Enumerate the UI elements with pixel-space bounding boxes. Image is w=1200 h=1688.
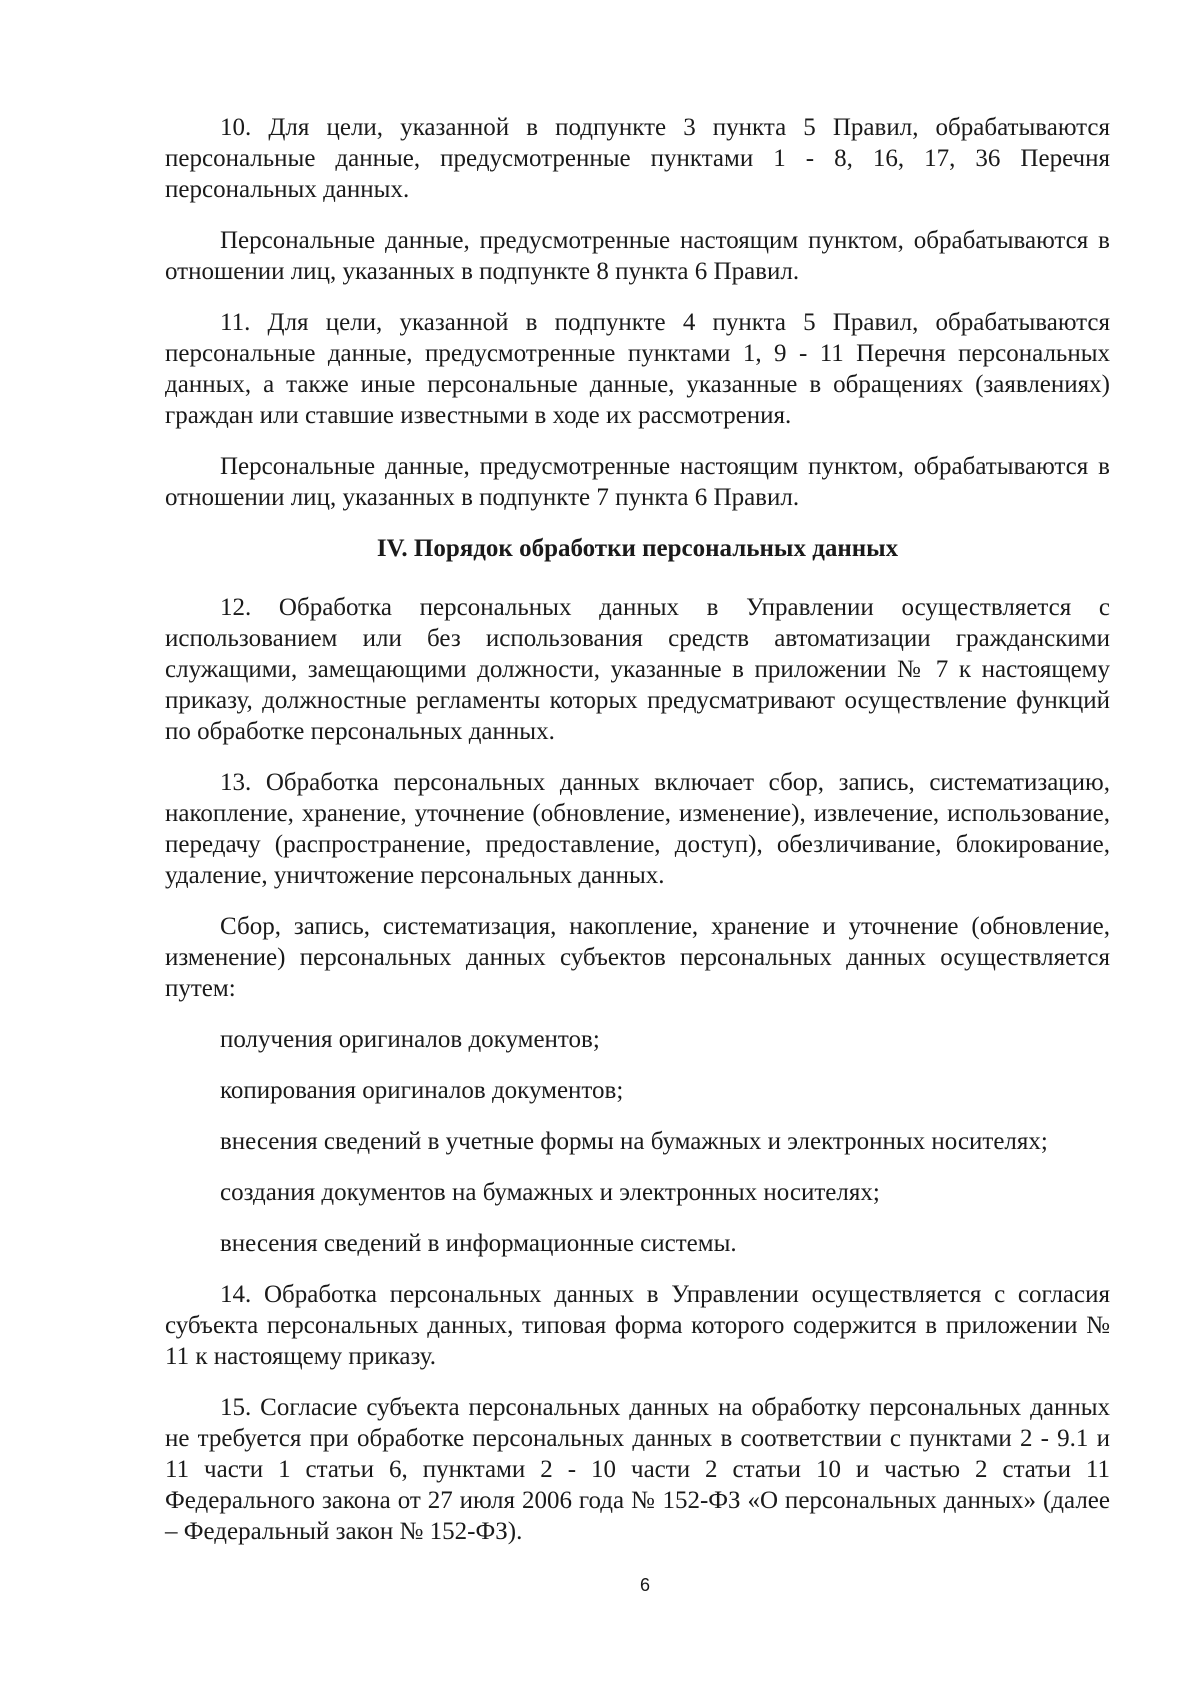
paragraph-10-note: Персональные данные, предусмотренные настоящим пунктом, обрабатываются в отношении лиц, указанных в подпункте 8 пункта 6 Правил. bbox=[165, 227, 1110, 285]
paragraph-10: 10. Для цели, указанной в подпункте 3 пункта 5 Правил, обрабатываются персональные данные, предусмотренные пунктами 1 - 8, 16, 17, 36 Перечня персональных данных. bbox=[165, 114, 1110, 203]
paragraph-11-note: Персональные данные, предусмотренные настоящим пунктом, обрабатываются в отношении лиц, указанных в подпункте 7 пункта 6 Правил. bbox=[165, 453, 1110, 511]
paragraph-13: 13. Обработка персональных данных включает сбор, запись, систематизацию, накопление, хранение, уточнение (обновление, изменение), извлечение, использование, передачу (распространение, предоставление, доступ), обезличивание, блокирование, удаление, уничтожение персональных данных. bbox=[165, 769, 1110, 889]
page-number: 6 bbox=[639, 1575, 650, 1595]
paragraph-13-collection: Сбор, запись, систематизация, накопление, хранение и уточнение (обновление, изменение) персональных данных субъектов персональных данных осуществляется путем: bbox=[165, 913, 1110, 1002]
paragraph-12: 12. Обработка персональных данных в Управлении осуществляется с использованием или без использования средств автоматизации гражданскими служащими, замещающими должности, указанные в приложении № 7 к настоящему приказу, должностные регламенты которых предусматривают осуществление функций по обработке персональных данных. bbox=[165, 594, 1110, 745]
list-item: копирования оригиналов документов; bbox=[220, 1077, 624, 1104]
document-body bbox=[165, 112, 1110, 1567]
paragraph-11: 11. Для цели, указанной в подпункте 4 пункта 5 Правил, обрабатываются персональные данные, предусмотренные пунктами 1, 9 - 11 Перечня персональных данных, а также иные персональные данные, указанные в обращениях (заявлениях) граждан или ставшие известными в ходе их рассмотрения. bbox=[165, 309, 1110, 429]
section-heading: IV. Порядок обработки персональных данных bbox=[376, 535, 899, 562]
paragraph-14: 14. Обработка персональных данных в Управлении осуществляется с согласия субъекта персональных данных, типовая форма которого содержится в приложении № 11 к настоящему приказу. bbox=[165, 1281, 1110, 1370]
list-item: получения оригиналов документов; bbox=[220, 1026, 600, 1053]
list-item: создания документов на бумажных и электронных носителях; bbox=[220, 1179, 880, 1206]
list-item: внесения сведений в информационные системы. bbox=[220, 1230, 737, 1257]
paragraph-15: 15. Согласие субъекта персональных данных на обработку персональных данных не требуется при обработке персональных данных в соответствии с пунктами 2 - 9.1 и 11 части 1 статьи 6, пунктами 2 - 10 части 2 статьи 10 и частью 2 статьи 11 Федерального закона от 27 июля 2006 года № 152-ФЗ «О персональных данных» (далее – Федеральный закон № 152-ФЗ). bbox=[165, 1394, 1110, 1545]
list-item: внесения сведений в учетные формы на бумажных и электронных носителях; bbox=[220, 1128, 1048, 1155]
